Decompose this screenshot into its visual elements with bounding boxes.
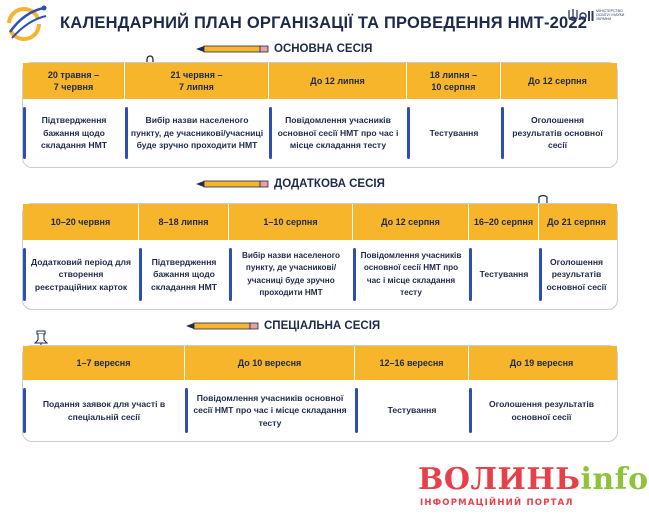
additional-date-2: 8–18 липня <box>139 204 229 240</box>
additional-step-4: Повідомлення учасників основної сесії НМТ про час і місце складання тесту <box>353 240 469 309</box>
main-step-4: Тестування <box>407 99 501 167</box>
additional-date-1: 10–20 червня <box>23 204 139 240</box>
trident-icon <box>568 9 578 23</box>
main-step-1: Підтвердження бажання щодо складання НМТ <box>23 99 125 167</box>
additional-step-1: Додатковий період для створення реєстраційних карток <box>23 240 139 309</box>
pencil-icon <box>196 181 268 187</box>
watermark-subtitle: ІНФОРМАЦІЙНИЙ ПОРТАЛ <box>420 498 574 508</box>
nmt-logo-icon <box>4 2 50 48</box>
additional-date-4: До 12 серпня <box>353 204 469 240</box>
main-session-table <box>22 62 618 168</box>
ministry-logo <box>568 8 634 24</box>
special-date-4: До 19 вересня <box>509 358 574 368</box>
additional-step-3: Вибір назви населеного пункту, де учасникові/учасниці буде зручно проходити НМТ <box>229 240 353 309</box>
ministry-line-3: УКРАЇНИ <box>596 17 612 22</box>
pencil-icon <box>186 323 258 329</box>
main-step-5: Оголошення результатів основної сесії <box>501 99 614 167</box>
additional-date-3: 1–10 серпня <box>229 204 353 240</box>
main-date-4: 18 липня – 10 серпня <box>407 63 501 99</box>
watermark-part2: info <box>580 462 649 497</box>
ministry-line-2: ОСВІТИ І НАУКИ <box>596 13 625 18</box>
special-step-2: Повідомлення учасників основної сесії НМТ про час і місце складання тесту <box>185 380 355 441</box>
main-date-5: До 12 серпня <box>528 76 587 86</box>
special-session-heading <box>186 318 380 334</box>
special-date-2: До 10 вересня <box>185 346 355 380</box>
additional-step-5: Тестування <box>469 240 539 309</box>
additional-session-label: ДОДАТКОВА СЕСІЯ <box>274 178 385 190</box>
additional-date-6: До 21 серпня <box>547 217 606 227</box>
special-step-1: Подання заявок для участі в спеціальній сесії <box>23 380 185 441</box>
page-title: КАЛЕНДАРНИЙ ПЛАН ОРГАНІЗАЦІЇ ТА ПРОВЕДЕННЯ НМТ-2022 <box>60 14 588 32</box>
main-date-3: До 12 липня <box>269 63 407 99</box>
pencil-icon <box>196 46 268 52</box>
main-session-heading <box>196 41 372 57</box>
main-session-label: ОСНОВНА СЕСІЯ <box>274 43 373 55</box>
main-step-2: Вибір назви населеного пункту, де учасникові/учасниці буде зручно проходити НМТ <box>125 99 269 167</box>
watermark-logo <box>418 462 649 497</box>
additional-step-6: Оголошення результатів основної сесії <box>539 240 614 309</box>
special-date-3: 12–16 вересня <box>355 346 469 380</box>
special-date-1: 1–7 вересня <box>23 346 185 380</box>
volyn-info-watermark <box>418 462 649 514</box>
special-step-4: Оголошення результатів основної сесії <box>469 380 614 441</box>
main-date-1: 20 травня – 7 червня <box>23 63 125 99</box>
special-session-table <box>22 345 618 442</box>
ministry-line-1: МІНІСТЕРСТВО <box>596 9 623 13</box>
watermark-part1: ВОЛИНЬ <box>418 462 581 497</box>
special-step-3: Тестування <box>355 380 469 441</box>
main-step-3: Повідомлення учасників основної сесії НМТ про час і місце складання тесту <box>269 99 407 167</box>
additional-session-heading <box>196 176 385 192</box>
additional-date-5: 16–20 серпня <box>469 204 539 240</box>
mon-logo-icon <box>579 9 595 23</box>
additional-step-2: Підтвердження бажання щодо складання НМТ <box>139 240 229 309</box>
special-session-label: СПЕЦІАЛЬНА СЕСІЯ <box>264 320 381 332</box>
main-date-2: 21 червня – 7 липня <box>125 63 269 99</box>
additional-session-table <box>22 203 618 310</box>
